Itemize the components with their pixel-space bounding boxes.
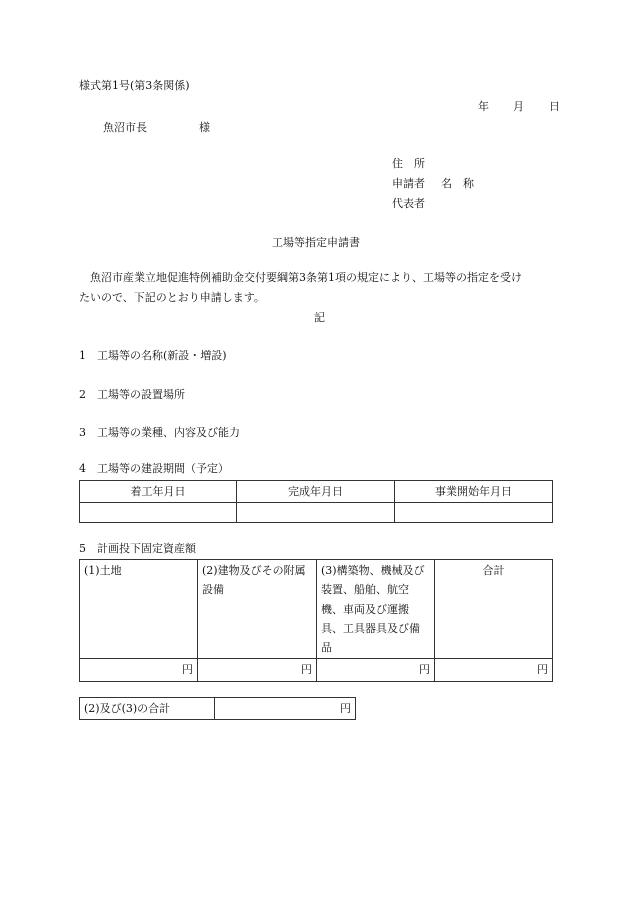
name-label: 名 称 [441,177,474,190]
asset-buildings-header: (2)建物及びその附属設備 [198,560,317,659]
asset-structures-value[interactable]: 円 [317,659,435,681]
period-header-row [80,481,553,503]
asset-total-header: 合計 [435,560,553,659]
period-complete-cell[interactable] [237,503,395,523]
body-line-1: 魚沼市産業立地促進特例補助金交付要綱第3条第1項の規定により、工場等の指定を受け [90,271,522,284]
document-title: 工場等指定申請書 [272,236,360,249]
item-2: 2 工場等の設置場所 [79,388,185,401]
item-1: 1 工場等の名称(新設・増設) [79,349,227,362]
address-label: 住 所 [392,157,425,170]
ki-label: 記 [314,311,325,324]
item-3: 3 工場等の業種、内容及び能力 [79,426,240,439]
item-4: 4 工場等の建設期間（予定） [79,462,229,475]
subtotal-row [80,698,356,720]
representative-label: 代表者 [392,197,425,210]
asset-table [79,559,553,682]
asset-total-value[interactable]: 円 [435,659,553,681]
period-table [79,480,553,523]
subtotal-value[interactable]: 円 [215,698,356,720]
period-header-complete: 完成年月日 [237,481,395,503]
date-day-label: 日 [549,100,560,113]
date-month-label: 月 [513,100,524,113]
form-number: 様式第1号(第3条関係) [79,79,190,92]
period-header-start: 着工年月日 [80,481,237,503]
period-header-business-start: 事業開始年月日 [395,481,553,503]
subtotal-table [79,697,356,720]
asset-land-value[interactable]: 円 [80,659,198,681]
asset-value-row [80,659,553,681]
period-value-row [80,503,553,523]
body-line-2: たいので、下記のとおり申請します。 [79,291,265,304]
subtotal-label: (2)及び(3)の合計 [80,698,215,720]
period-business-start-cell[interactable] [395,503,553,523]
asset-buildings-value[interactable]: 円 [198,659,317,681]
asset-structures-header: (3)構築物、機械及び装置、船舶、航空機、車両及び運搬具、工具器具及び備品 [317,560,435,659]
addressee-name: 魚沼市長 [103,121,147,134]
date-year-label: 年 [478,100,489,113]
asset-land-header: (1)土地 [80,560,198,659]
applicant-label: 申請者 [392,177,425,190]
asset-header-row [80,560,553,659]
item-5: 5 計画投下固定資産額 [79,542,196,555]
period-start-cell[interactable] [80,503,237,523]
addressee-honorific: 様 [199,121,210,134]
